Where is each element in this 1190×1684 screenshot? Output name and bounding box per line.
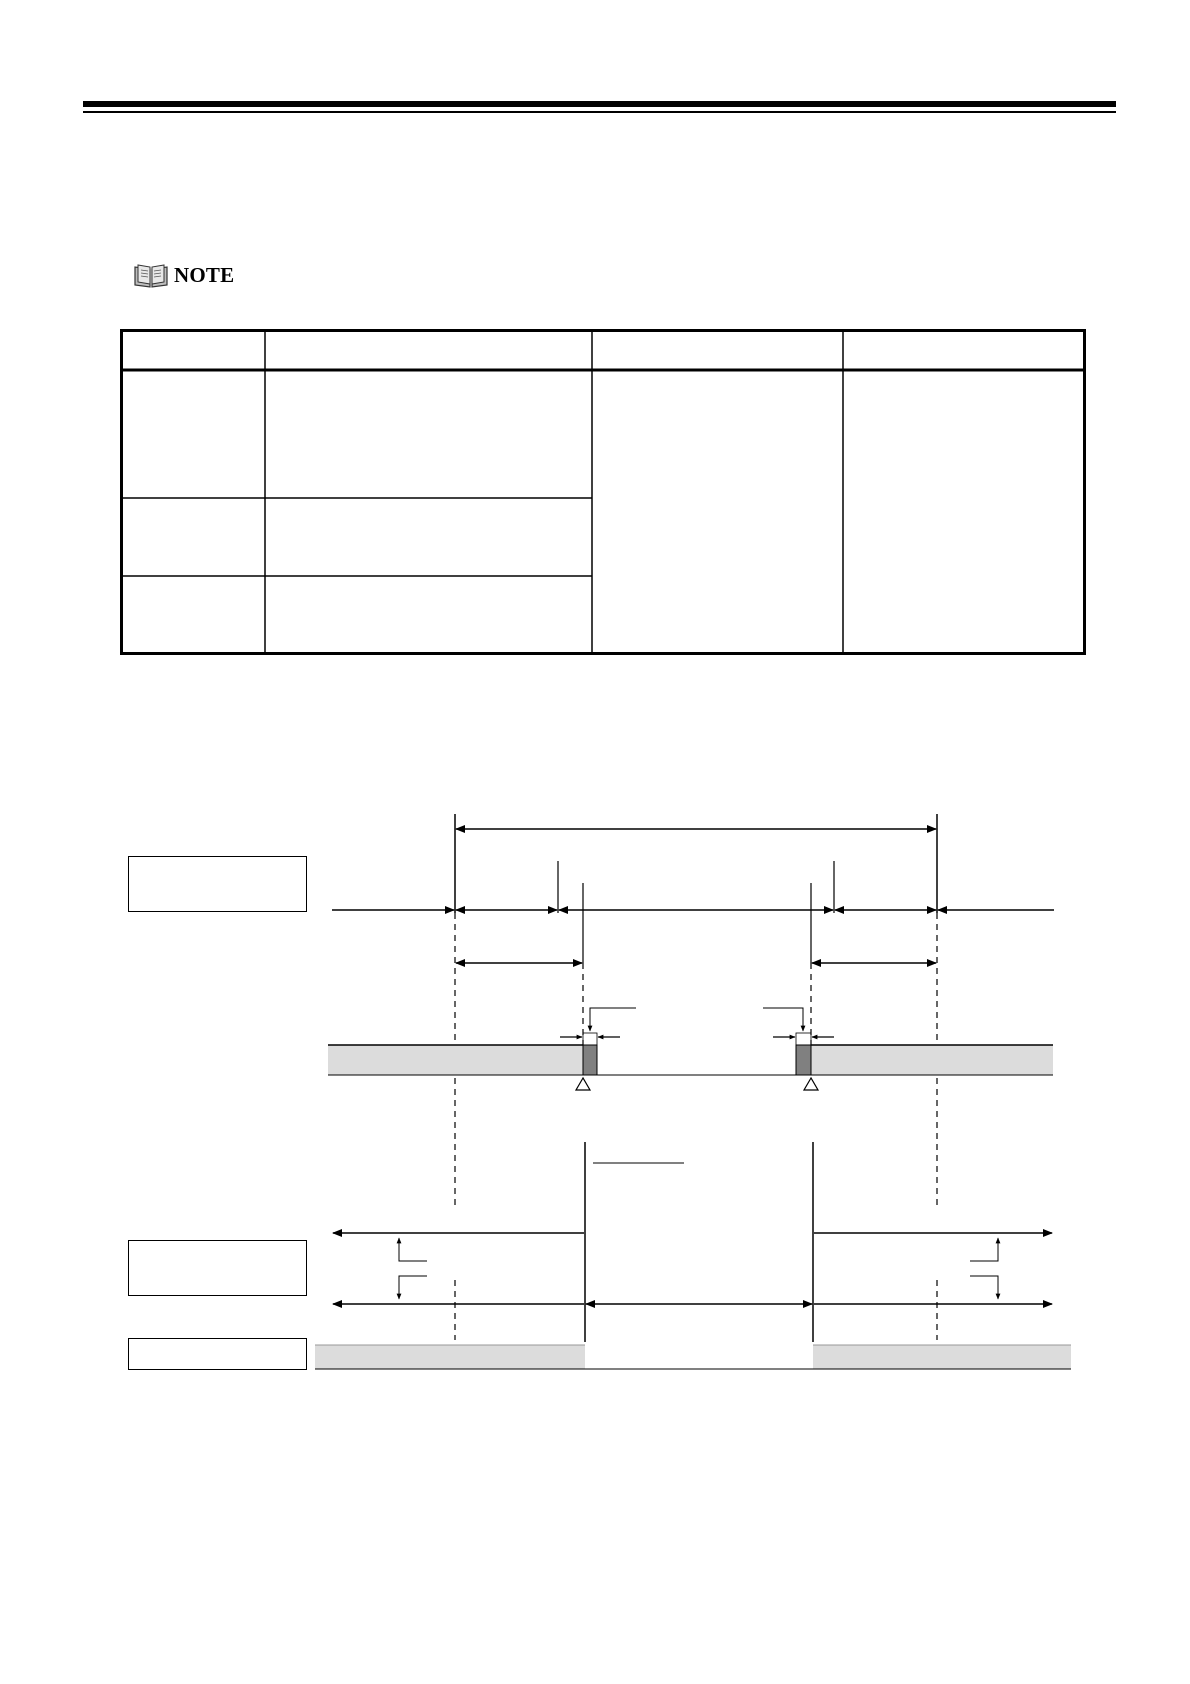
leader-line-left bbox=[590, 1008, 636, 1031]
trigger-triangle-right bbox=[804, 1078, 818, 1090]
leader-line-right bbox=[763, 1008, 803, 1031]
note-block bbox=[133, 258, 234, 292]
label-box-middle bbox=[129, 1241, 307, 1296]
note-label: NOTE bbox=[174, 262, 235, 287]
header-rule-thick bbox=[83, 101, 1116, 107]
label-box-top bbox=[129, 857, 307, 912]
table-outer-border bbox=[122, 331, 1085, 654]
bent-arrow-left-up bbox=[399, 1238, 427, 1261]
timing-diagram bbox=[0, 800, 1190, 1390]
trigger-triangle-left bbox=[576, 1078, 590, 1090]
header-rule-thin bbox=[83, 111, 1116, 113]
bottom-band-left bbox=[315, 1345, 585, 1369]
label-box-bottom bbox=[129, 1339, 307, 1370]
pulse-right-outline bbox=[796, 1033, 811, 1045]
pulse-left-outline bbox=[583, 1033, 597, 1045]
open-book-icon bbox=[133, 261, 169, 289]
note-table bbox=[120, 329, 1086, 655]
pulse-left bbox=[583, 1045, 597, 1075]
bottom-band-right bbox=[813, 1345, 1071, 1369]
pulse-right bbox=[796, 1045, 811, 1075]
bent-arrow-right-up bbox=[970, 1238, 998, 1261]
bent-arrow-left-down bbox=[399, 1276, 427, 1299]
signal-band-left bbox=[328, 1045, 583, 1075]
bent-arrow-right-down bbox=[970, 1276, 998, 1299]
signal-band-right bbox=[811, 1045, 1053, 1075]
